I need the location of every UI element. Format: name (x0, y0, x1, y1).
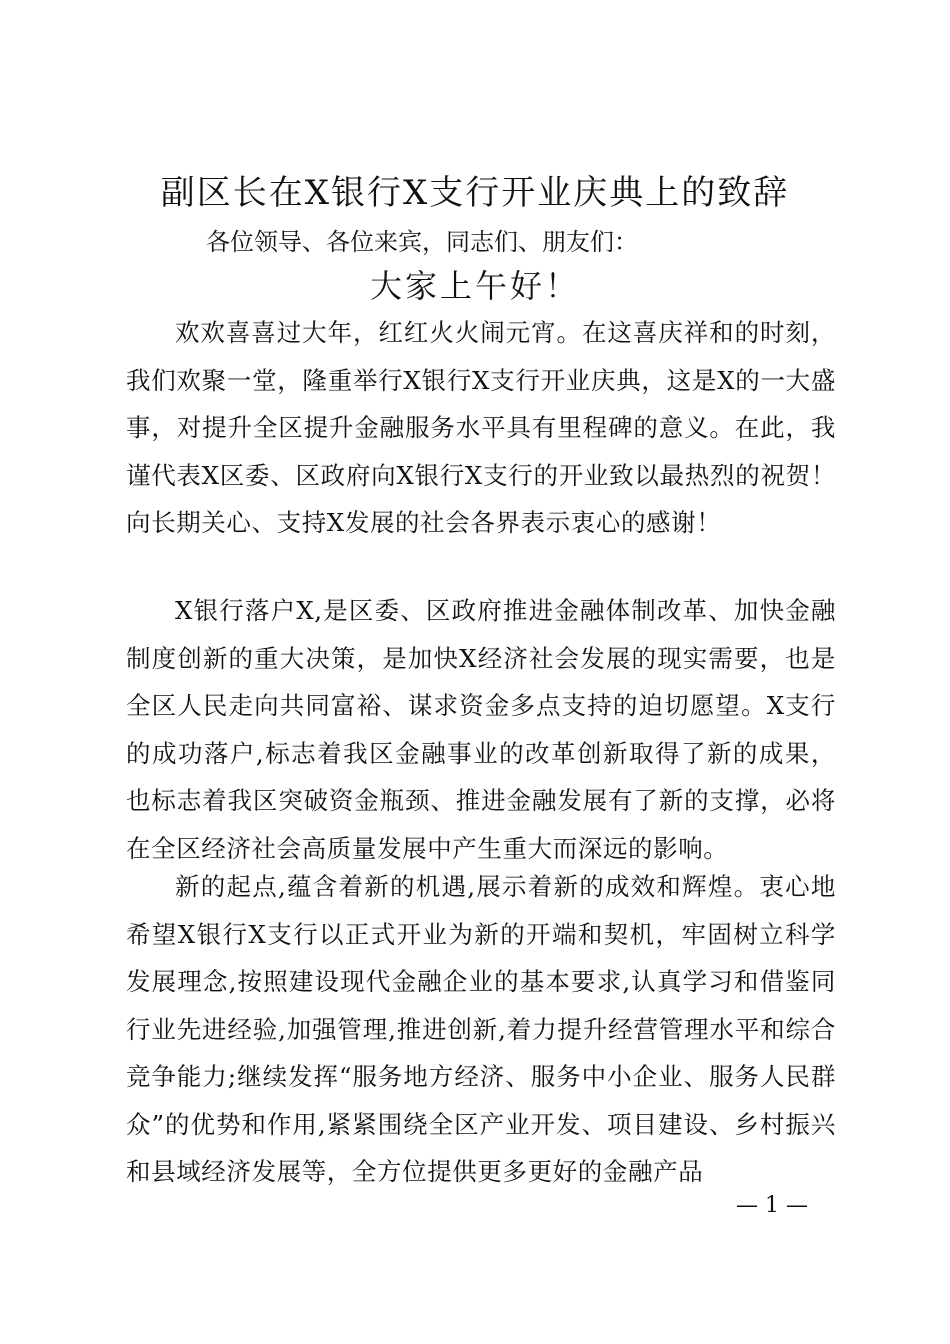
paragraph-1: 欢欢喜喜过大年，红红火火闹元宵。在这喜庆祥和的时刻，我们欢聚一堂，隆重举行X银行X支行开业庆典，这是X的一大盛事，对提升全区提升金融服务水平具有里程碑的意义。在此，我谨代表X区委、区政府向X银行X支行的开业致以最热烈的祝贺！向长期关心、支持X发展的社会各界表示衷心的感谢！ (126, 318, 836, 537)
paragraph-2: X银行落户X,是区委、区政府推进金融体制改革、加快金融制度创新的重大决策，是加快X经济社会发展的现实需要，也是全区人民走向共同富裕、谋求资金多点支持的迫切愿望。X支行的成功落户,标志着我区金融事业的改革创新取得了新的成果，也标志着我区突破资金瓶颈、推进金融发展有了新的支撑，必将在全区经济社会高质量发展中产生重大而深远的影响。 (126, 596, 836, 863)
greeting: 大家上午好！ (369, 267, 580, 305)
salutation: 各位领导、各位来宾，同志们、朋友们： (206, 228, 638, 256)
page-number: — 1 — (736, 1193, 808, 1218)
paragraph-3: 新的起点,蕴含着新的机遇,展示着新的成效和辉煌。衷心地希望X银行X支行以正式开业为新的开端和契机，牢固树立科学发展理念,按照建设现代金融企业的基本要求,认真学习和借鉴同行业先进经验,加强管理,推进创新,着力提升经营管理水平和综合竞争能力;继续发挥“服务地方经济、服务中小企业、服务人民群众”的优势和作用,紧紧围绕全区产业开发、项目建设、乡村振兴和县域经济发展等，全方位提供更多更好的金融产品 (126, 872, 836, 1186)
document-title: 副区长在X银行X支行开业庆典上的致辞 (160, 173, 790, 213)
